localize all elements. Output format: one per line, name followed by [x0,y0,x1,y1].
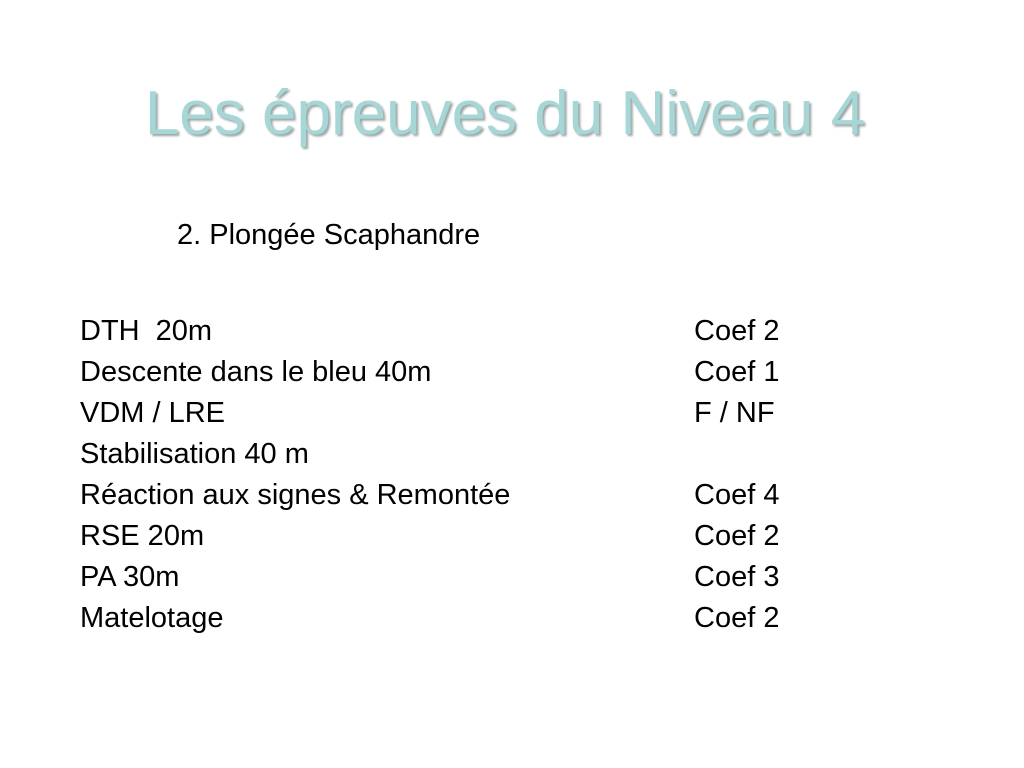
exam-row-descente [80,352,840,393]
exam-coef: Coef 1 [694,356,780,388]
slide-title: Les épreuves du Niveau 4 [144,79,866,148]
exam-label [80,311,212,352]
exam-label: Stabilisation 40 m [80,438,309,470]
exam-label: VDM / LRE [80,397,226,429]
exam-row-dth [80,311,840,352]
exam-row-rse [80,516,840,557]
exam-label: Réaction aux signes & Remontée [80,479,511,511]
exam-row-reaction [80,475,840,516]
exam-label: RSE 20m [80,520,205,552]
exam-coef: Coef 2 [694,520,780,552]
exam-row-vdm [80,393,840,434]
exam-row-matelotage [80,598,840,639]
exam-row-stabilisation [80,434,840,475]
slide-subtitle: 2. Plongée Scaphandre [177,219,481,251]
exam-coef: Coef 2 [694,315,780,347]
exam-label-name: DTH [80,315,140,347]
exam-label-depth: 20m [155,315,213,347]
exam-coef: Coef 2 [694,602,780,634]
exam-coef: F / NF [694,397,775,429]
exam-coef: Coef 3 [694,561,780,593]
exam-label: Matelotage [80,602,224,634]
exam-coef: Coef 4 [694,479,780,511]
exam-list [80,311,840,639]
exam-label: Descente dans le bleu 40m [80,356,432,388]
exam-row-pa [80,557,840,598]
exam-label: PA 30m [80,561,180,593]
